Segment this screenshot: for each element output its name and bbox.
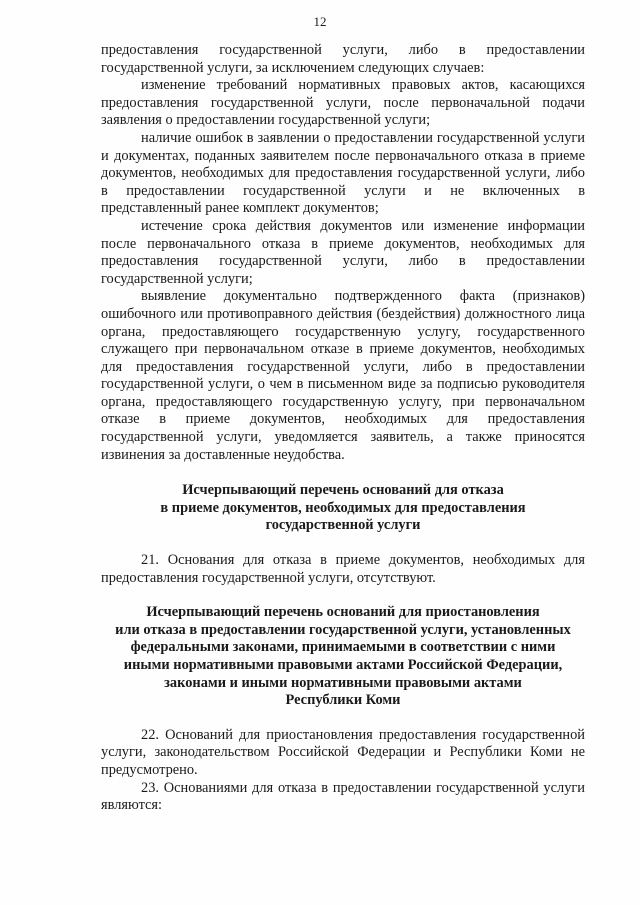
section-heading-suspension-grounds	[101, 604, 585, 710]
paragraph-23: 23. Основаниями для отказа в предоставлении государственной услуги являются:	[101, 779, 585, 814]
heading-line: законами и иными нормативными правовыми актами	[164, 674, 522, 691]
paragraph-22: 22. Оснований для приостановления предоставления государственной услуги, законодательством Российской Федерации и Республики Коми не предусмотрено.	[101, 726, 585, 778]
paragraph-item-regulation-change: изменение требований нормативных правовых актов, касающихся предоставления государственной услуги, после первоначальной подачи заявления о предоставлении государственной услуги;	[101, 77, 585, 129]
heading-line: Исчерпывающий перечень оснований для отказа	[182, 482, 504, 499]
paragraph-item-misconduct: выявление документально подтвержденного факта (признаков) ошибочного или противоправного действия (бездействия) должностного лица органа, предоставляющего государственную услугу, государственного служащего при первоначальном отказе в приеме документов, необходимых для предоставления государственной услуги, либо в предоставлении государственной услуги, о чем в письменном виде за подписью руководителя органа, предоставляющего государственную услугу, при первоначальном отказе в приеме документов, необходимых для предоставления государственной услуги, уведомляется заявитель, а также приносятся извинения за доставленные неудобства.	[101, 288, 585, 463]
heading-line: государственной услуги	[265, 517, 421, 534]
heading-line: федеральными законами, принимаемыми в соответствии с ними	[130, 639, 556, 656]
page-number: 12	[313, 14, 327, 29]
heading-line: или отказа в предоставлении государственной услуги, установленных	[115, 621, 571, 638]
heading-line: Республики Коми	[285, 692, 401, 709]
paragraph-item-expiry: истечение срока действия документов или изменение информации после первоначального отказа в приеме документов, необходимых для предоставления государственной услуги, либо в предоставлении государственной услуги;	[101, 217, 585, 287]
section-heading-refusal-grounds	[101, 482, 585, 535]
document-body	[101, 42, 585, 815]
paragraph-21: 21. Основания для отказа в приеме документов, необходимых для предоставления государственной услуги, отсутствуют.	[101, 552, 585, 586]
paragraph-item-errors: наличие ошибок в заявлении о предоставлении государственной услуги и документах, поданных заявителем после первоначального отказа в приеме документов, необходимых для предоставления государственной услуги, либо в предоставлении государственной услуги и не включенных в представленный ранее комплект документов;	[101, 129, 585, 217]
heading-line: Исчерпывающий перечень оснований для приостановления	[146, 604, 540, 621]
paragraph-continuation: предоставления государственной услуги, либо в предоставлении государственной услуги, за исключением следующих случаев:	[101, 42, 585, 76]
heading-line: в приеме документов, необходимых для предоставления	[160, 499, 526, 516]
heading-line: иными нормативными правовыми актами Российской Федерации,	[123, 657, 563, 673]
